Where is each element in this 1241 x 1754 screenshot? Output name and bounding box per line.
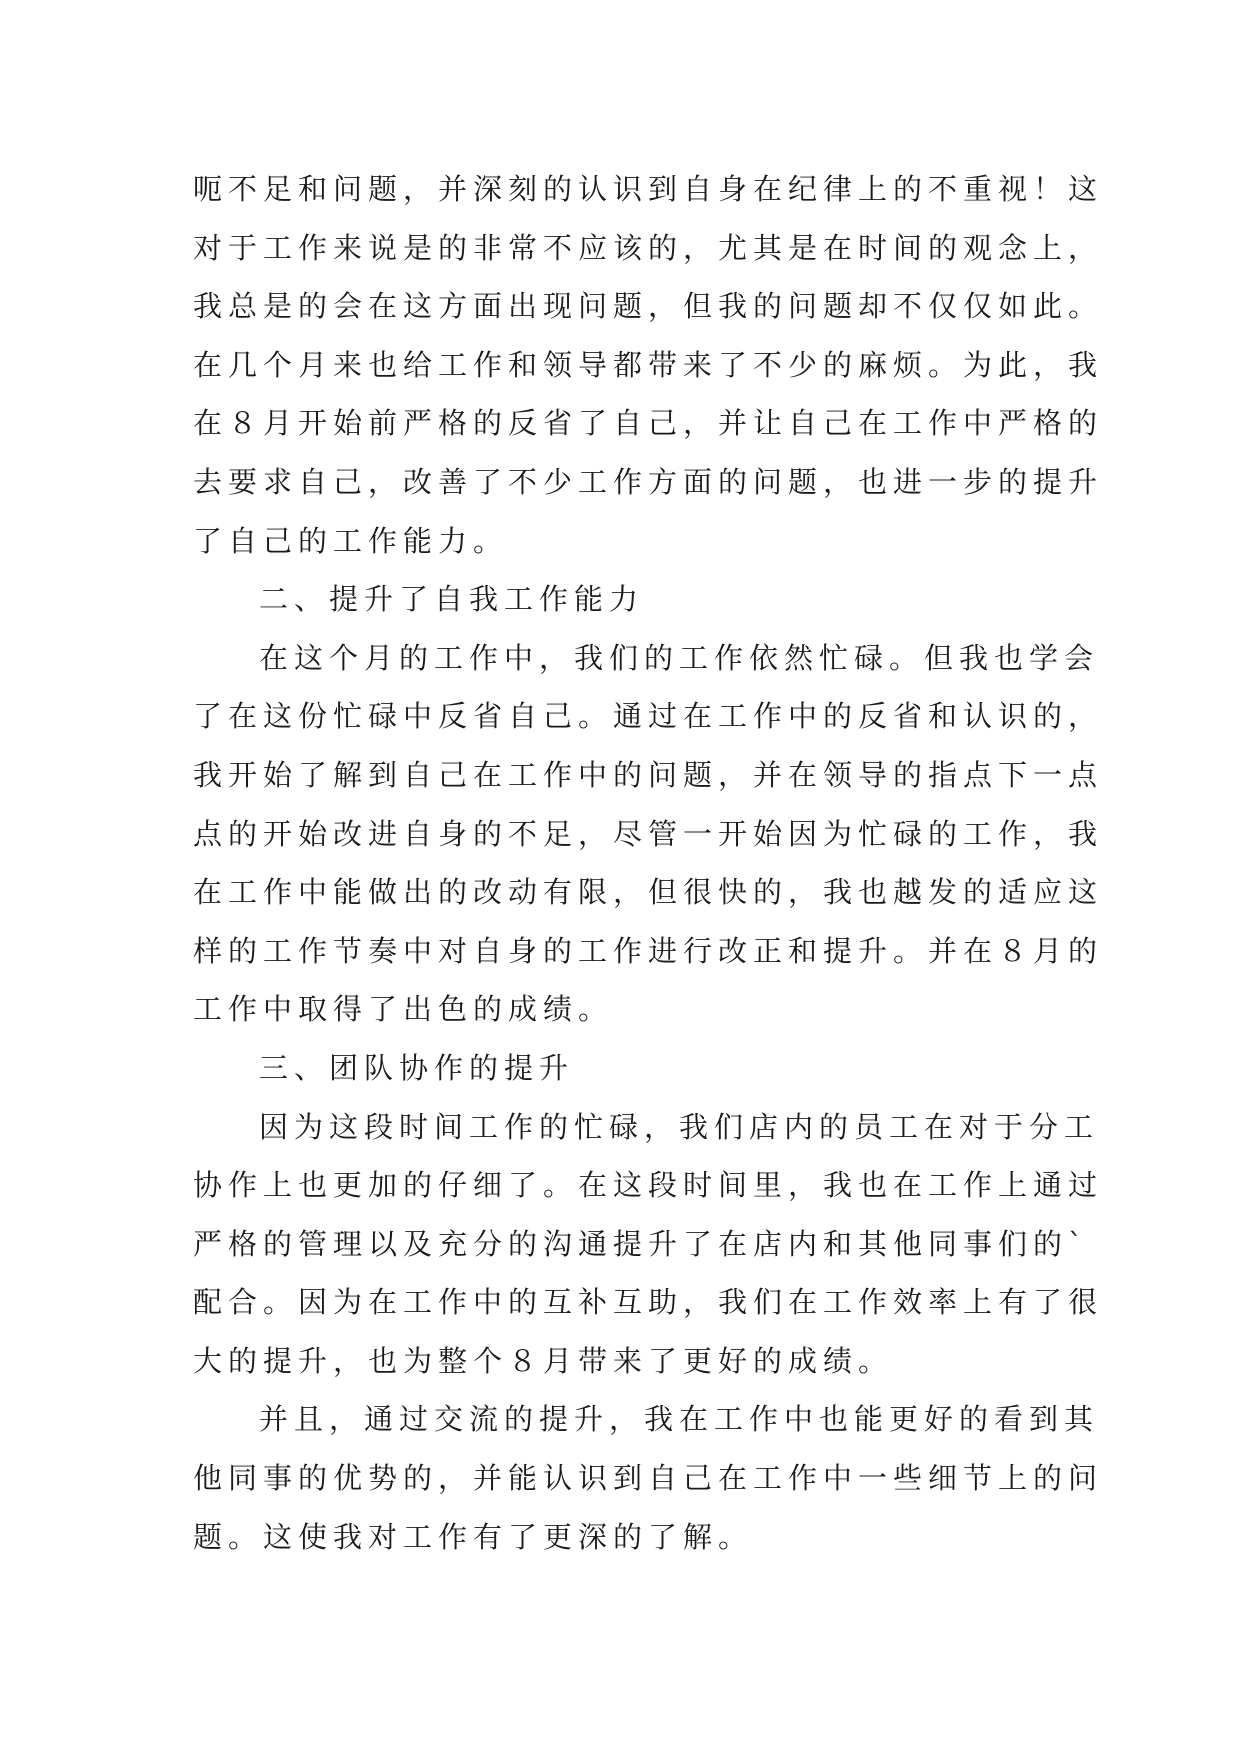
text-line: 题。这使我对工作有了更深的了解。 <box>193 1519 754 1554</box>
text-line: 样的工作节奏中对自身的工作进行改正和提升。并在８月的 <box>193 933 1104 968</box>
text-line: 并且，通过交流的提升，我在工作中也能更好的看到其 <box>259 1402 1100 1437</box>
text-line: 了自己的工作能力。 <box>193 523 509 558</box>
text-line: 在几个月来也给工作和领导都带来了不少的麻烦。为此，我 <box>193 347 1104 382</box>
text-line: 工作中取得了出色的成绩。 <box>193 992 614 1027</box>
text-line: 大的提升，也为整个８月带来了更好的成绩。 <box>193 1343 894 1378</box>
text-line: 因为这段时间工作的忙碌，我们店内的员工在对于分工 <box>259 1109 1100 1144</box>
text-line: 他同事的优势的，并能认识到自己在工作中一些细节上的问 <box>193 1461 1104 1496</box>
text-line: 了在这份忙碌中反省自己。通过在工作中的反省和认识的， <box>193 699 1104 734</box>
text-line: 严格的管理以及充分的沟通提升了在店内和其他同事们的` <box>193 1226 1089 1261</box>
text-line: 呃不足和问题，并深刻的认识到自身在纪律上的不重视！这 <box>193 172 1104 206</box>
text-line: 在这个月的工作中，我们的工作依然忙碌。但我也学会 <box>259 640 1100 675</box>
text-line: 我开始了解到自己在工作中的问题，并在领导的指点下一点 <box>193 757 1104 792</box>
body-text <box>193 160 1104 1566</box>
text-line: 配合。因为在工作中的互补互助，我们在工作效率上有了很 <box>193 1285 1104 1320</box>
text-line: 协作上也更加的仔细了。在这段时间里，我也在工作上通过 <box>193 1168 1104 1203</box>
text-line: 在工作中能做出的改动有限，但很快的，我也越发的适应这 <box>193 875 1104 910</box>
text-line: 我总是的会在这方面出现问题，但我的问题却不仅仅如此。 <box>193 289 1104 324</box>
text-line: 二、提升了自我工作能力 <box>259 582 645 617</box>
text-line: 对于工作来说是的非常不应该的，尤其是在时间的观念上， <box>193 230 1104 265</box>
text-line: 三、团队协作的提升 <box>259 1050 575 1085</box>
text-line: 在８月开始前严格的反省了自己，并让自己在工作中严格的 <box>193 406 1104 441</box>
text-line: 去要求自己，改善了不少工作方面的问题，也进一步的提升 <box>193 464 1104 499</box>
text-line: 点的开始改进自身的不足，尽管一开始因为忙碌的工作，我 <box>193 816 1104 851</box>
